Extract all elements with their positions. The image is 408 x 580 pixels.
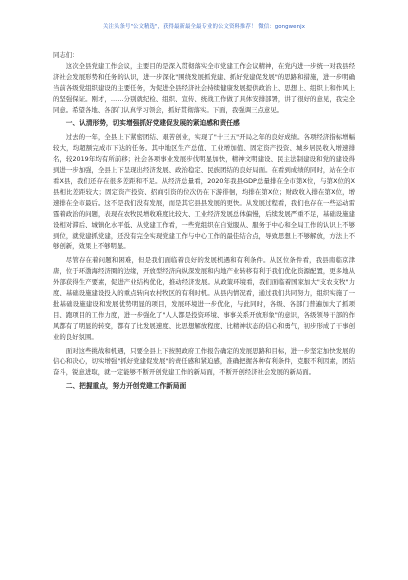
section1-paragraph: 尽管存在着问题和困难，但是我们面临着良好的发展机遇和有利条件。从区位条件看，我县南临京津唐，位于环渤海经济圈的边缘，开放型经济向纵深发展和内地产业转移有利于我们优化资源配置，更多地从外部获得生产要素，促进产业结构优化，推动经济发展。从政策环境看，我们面临着国家加大"支农支牧"力度、基础设施建设投入的重点转向农村牧区的有利时机。从县内情况看，通过我们共同努力，组织实施了一批基础设施建设和发展优势明显的项目，发展环境进一步优化，与此同时，各级、各部门普遍加大了抓项目、跑项目的工作力度，进一步强化了"人人都是投资环境、事事关系开放形象"的意识，各级领导干部的作风都有了明显的转变，都有了比发展速度、比思想解放程度、比精神状态的信心和勇气，初步形成了干事创业的良好氛围。 bbox=[53, 256, 355, 341]
section-heading-1: 一、认清形势，切实增强抓好党建促发展的紧迫感和责任感 bbox=[65, 119, 240, 128]
promo-banner: 关注头条号"公文精选"，获得最新最全最专业的公文资料推荐！ 微信：gongwenjx bbox=[103, 24, 305, 30]
section1-paragraph: 过去的一年，全县上下紧密团结、艰苦创业，实现了"十三五"开局之年的良好成绩。各项经济指标增幅较大，均超额完成市下达的任务。其中地区生产总值、工业增加值、固定资产投资、城乡居民收入增速排名，较2019年均有所前移；社会各项事业发展步伐明显加快，精神文明建设、民主法制建设和党的建设得到进一步加强，全县上下呈现出经济发展、政治稳定、民族团结的良好局面。在看到成绩的同时，站在全市看X县，我们还存在很多差距和不足。从经济总量看，2020年我县GDP总量排在全市第X位，与第X位的X县相比差距较大；固定资产投资、招商引资的位次仍在下游徘徊，均排在第X位；财政收入排在第X位，增速排在全市最后。这不是我们没有发展，而是其它县县发展的更快。从发展过程看，我们也存在一些运动雷霆着政治的问题，表现在农牧民增收难度比较大、工业经济发展总体偏慢，后续发展严重不足，基础设施建设相对滞后、城镇化水平低、从党建工作看，一些党组织在自觉服从、服务于中心和全局工作的认识上不够到位，就党建抓党建，还没有完全实现党建工作与中心工作的最佳结合点，导致思想上不够解放，方法上不够创新，效果上不够明显。 bbox=[53, 133, 355, 251]
document-body bbox=[53, 50, 355, 392]
salutation: 同志们： bbox=[53, 51, 79, 59]
section-heading-2: 二、把握重点，努力开创党建工作新局面 bbox=[65, 382, 187, 391]
section1-paragraph: 面对这些挑战和机遇，只要全县上下按照政府工作报告确定的发展思路和目标，进一步坚定加快发展的信心和决心，切实增强"抓好党建促发展"的责任感和紧迫感，准确把握各种有利条件，克服不利因素，团结奋斗，锐意进取，就一定能够不断开创党建工作的新局面，不断开创经济社会发展的新局面。 bbox=[53, 346, 355, 377]
intro-paragraph: 这次全县党建工作会议，主要目的是深入贯彻落实全市党建工作会议精神，在党内进一步统一对我县经济社会发展形势和任务的认识，进一步深化"围绕发展抓党建、抓好党建促发展"的思路和措施，进一步明确当前各级党组织建设的主要任务，为促进全县经济社会持续健康发展提供政治上、思想上、组织上和作风上的坚强保证。刚才，……分别就纪检、组织、宣传、统战工作做了具体安排部署，讲了很好的意见，我完全同意。希望各地、各部门认真学习领会，抓好贯彻落实。下面，我强调三点意见。 bbox=[53, 61, 355, 114]
